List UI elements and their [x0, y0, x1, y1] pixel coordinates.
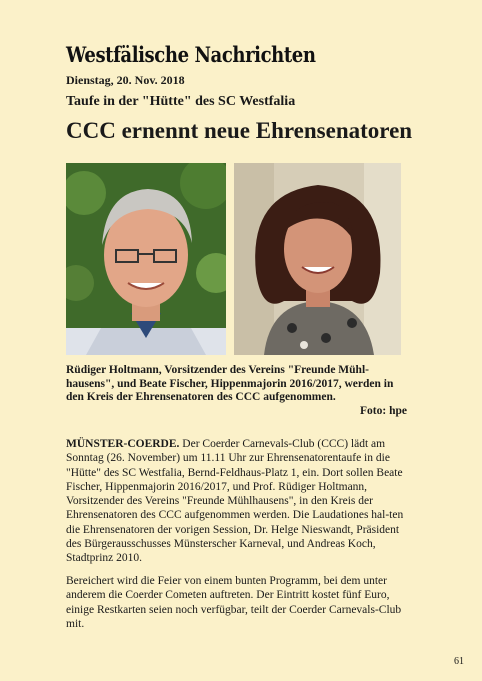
page-number: 61 [454, 656, 464, 667]
article-paragraph-1 [66, 437, 416, 566]
paragraph-1-text: Der Coerder Carnevals-Club (CCC) lädt am Sonntag (26. November) um 11.11 Uhr zur Ehrensenatorentaufe in die "Hütte" des SC Westfalia, Bernd-Feldhaus-Platz 1, ein. Dort sollen Beate Fischer, Hippenmajorin 2016/2017, und Prof. Rüdiger Holtmann, Vorsitzender des Vereins "Freunde Mühlhausens", in den Kreis der Ehrensenatoren des CCC aufgenommen werden. Die Laudationes hal-ten die Ehrensenatoren der vorigen Session, Dr. Helge Nieswandt, Präsident des Bürgerausschusses Münsterscher Karneval, und Andreas Koch, Stadtprinz 2010. [66, 438, 404, 565]
publication-date: Dienstag, 20. Nov. 2018 [66, 73, 185, 87]
portrait-woman-image [234, 163, 401, 355]
article-paragraph-2: Bereichert wird die Feier von einem bunten Programm, bei dem unter anderem die Coerder Cometen auftreten. Der Eintritt kostet fünf Euro, einige Restkarten seien noch verfügbar, teilt der Coerder Carnevals-Club mit. [66, 575, 402, 630]
headline: CCC ernennt neue Ehrensenatoren [66, 118, 413, 143]
photo-credit: Foto: hpe [360, 405, 407, 417]
portrait-man-image [66, 163, 226, 355]
kicker: Taufe in der "Hütte" des SC Westfalia [66, 94, 296, 109]
photo-caption: Rüdiger Holtmann, Vorsitzender des Vereins "Freunde Mühl-hausens", und Beate Fischer, Hippenmajorin 2016/2017, werden in den Kreis der Ehrensenatoren des CCC aufgenommen. [66, 364, 394, 403]
masthead: Westfälische Nachrichten [66, 42, 316, 67]
photo-right [234, 163, 401, 355]
dateline: MÜNSTER-COERDE. [66, 438, 180, 450]
photo-left [66, 163, 226, 355]
